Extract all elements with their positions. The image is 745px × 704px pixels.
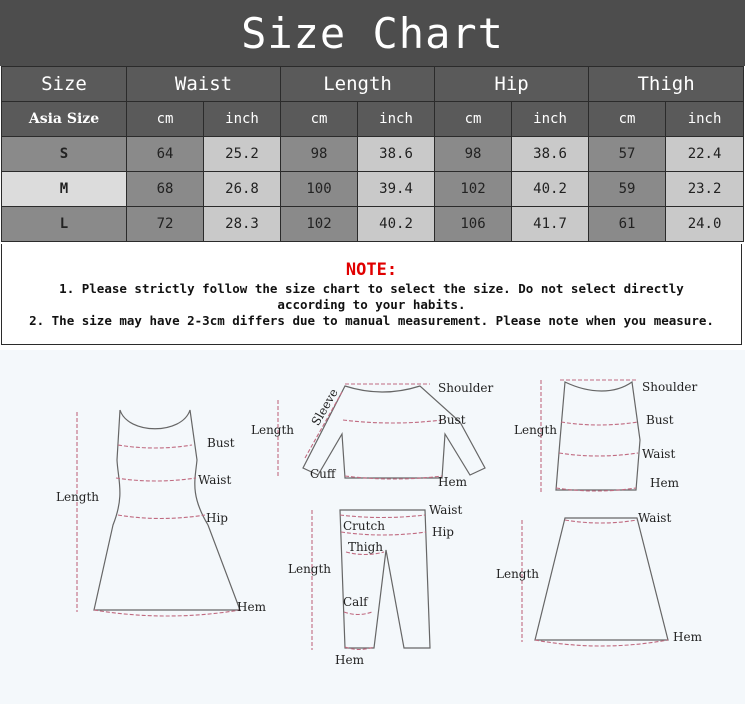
tank-shoulder-label: Shoulder — [642, 380, 698, 394]
tank-waist-label: Waist — [642, 447, 676, 461]
pants-calf-label: Calf — [343, 595, 368, 609]
header-length: Length — [281, 67, 435, 102]
skirt-waist-line — [565, 520, 637, 523]
pants-length-label: Length — [288, 562, 332, 576]
top-cuff-label: Cuff — [310, 467, 336, 481]
subheader-asia-size: Asia Size — [2, 102, 127, 137]
table-cell: 102 — [281, 207, 358, 242]
dress-waist-line — [116, 478, 196, 481]
dress-bust-label: Bust — [207, 436, 235, 450]
subheader-unit: inch — [666, 102, 744, 137]
table-cell: 40.2 — [358, 207, 435, 242]
top-length-label: Length — [251, 423, 295, 437]
subheader-unit: inch — [358, 102, 435, 137]
pants-hem-label: Hem — [335, 653, 364, 667]
tank-bust-label: Bust — [646, 413, 674, 427]
size-table — [1, 66, 744, 242]
pants-waist-label: Waist — [429, 503, 463, 517]
dress-hem-line — [94, 610, 240, 616]
header-thigh: Thigh — [589, 67, 744, 102]
size-label: S — [2, 137, 127, 172]
tank-waist-line — [559, 453, 638, 456]
table-cell: 72 — [127, 207, 204, 242]
table-row — [2, 172, 744, 207]
table-cell: 106 — [435, 207, 512, 242]
dress-hip-line — [118, 515, 205, 519]
table-cell: 22.4 — [666, 137, 744, 172]
skirt-hem-label: Hem — [673, 630, 702, 644]
diagram-canvas — [0, 350, 745, 704]
pants-crutch-label: Crutch — [343, 519, 385, 533]
subheader-unit: cm — [281, 102, 358, 137]
pants-calf-line — [344, 612, 372, 615]
skirt-waist-label: Waist — [638, 511, 672, 525]
tank-hem-label: Hem — [650, 476, 679, 490]
top-bust-line — [343, 420, 442, 423]
dress-bust-line — [118, 445, 192, 448]
table-cell: 38.6 — [512, 137, 589, 172]
table-cell: 25.2 — [204, 137, 281, 172]
dress-hem-label: Hem — [237, 600, 266, 614]
top-shoulder-label: Shoulder — [438, 381, 494, 395]
table-cell: 23.2 — [666, 172, 744, 207]
subheader-unit: inch — [512, 102, 589, 137]
table-cell: 38.6 — [358, 137, 435, 172]
table-cell: 61 — [589, 207, 666, 242]
note-line-2: 2. The size may have 2-3cm differs due to manual measurement. Please note when you measure. — [29, 313, 714, 328]
subheader-unit: cm — [589, 102, 666, 137]
tank-length-label: Length — [514, 423, 558, 437]
table-subheader-row — [2, 102, 744, 137]
measurement-diagrams — [0, 350, 745, 704]
subheader-unit: cm — [127, 102, 204, 137]
table-row — [2, 207, 744, 242]
note-line-1: 1. Please strictly follow the size chart to select the size. Do not select directly according to your habits. — [59, 281, 684, 312]
tank-outline — [556, 382, 640, 490]
pants-waist-line — [340, 515, 425, 518]
note-box — [1, 244, 742, 345]
dress-waist-label: Waist — [198, 473, 232, 487]
table-cell: 102 — [435, 172, 512, 207]
page-title: Size Chart — [0, 0, 745, 66]
note-heading: NOTE: — [345, 260, 398, 280]
table-cell: 64 — [127, 137, 204, 172]
table-cell: 68 — [127, 172, 204, 207]
skirt-length-label: Length — [496, 567, 540, 581]
table-cell: 39.4 — [358, 172, 435, 207]
table-cell: 98 — [281, 137, 358, 172]
tank-bust-line — [561, 422, 638, 425]
subheader-unit: cm — [435, 102, 512, 137]
header-waist: Waist — [127, 67, 281, 102]
table-cell: 41.7 — [512, 207, 589, 242]
pants-thigh-label: Thigh — [348, 540, 383, 554]
dress-hip-label: Hip — [206, 511, 228, 525]
table-cell: 98 — [435, 137, 512, 172]
dress-length-label: Length — [56, 490, 100, 504]
table-cell: 28.3 — [204, 207, 281, 242]
table-cell: 57 — [589, 137, 666, 172]
pants-hip-label: Hip — [432, 525, 454, 539]
table-cell: 100 — [281, 172, 358, 207]
top-hem-label: Hem — [438, 475, 467, 489]
skirt-hem-line — [535, 640, 668, 646]
table-cell: 59 — [589, 172, 666, 207]
size-label: M — [2, 172, 127, 207]
header-size: Size — [2, 67, 127, 102]
subheader-unit: inch — [204, 102, 281, 137]
table-cell: 26.8 — [204, 172, 281, 207]
table-header-row — [2, 67, 744, 102]
top-sleeve-label: Sleeve — [308, 386, 341, 429]
table-cell: 24.0 — [666, 207, 744, 242]
top-bust-label: Bust — [438, 413, 466, 427]
size-label: L — [2, 207, 127, 242]
header-hip: Hip — [435, 67, 589, 102]
table-row — [2, 137, 744, 172]
skirt-outline — [535, 518, 668, 640]
table-cell: 40.2 — [512, 172, 589, 207]
